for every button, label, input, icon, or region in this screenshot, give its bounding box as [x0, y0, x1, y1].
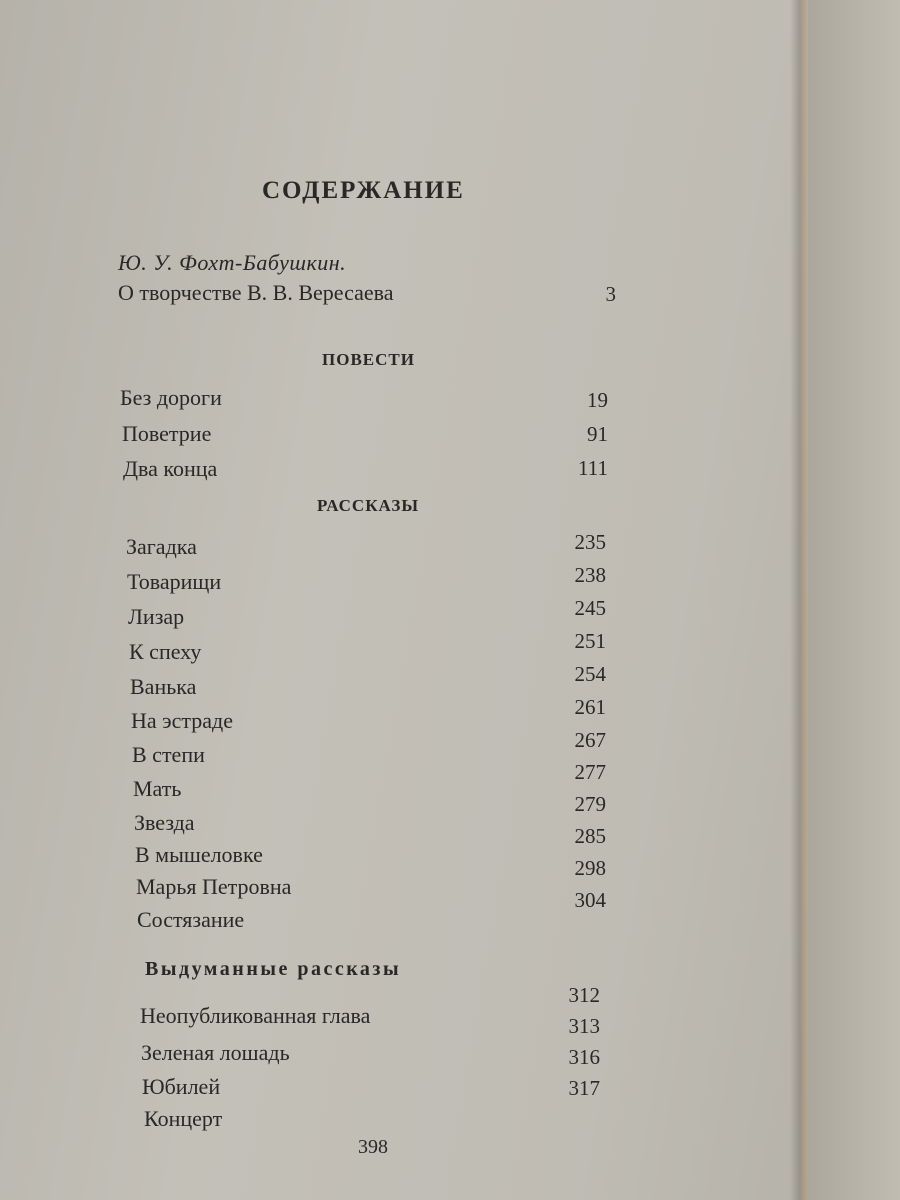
toc-entry-page: 238 — [574, 563, 606, 587]
next-page-edge — [808, 0, 900, 1200]
toc-entry-page: 235 — [574, 530, 606, 554]
toc-entry-page: 304 — [574, 888, 606, 912]
toc-entry-title: Марья Петровна — [136, 874, 292, 899]
toc-entry-page: 279 — [574, 792, 606, 816]
toc-entry-title: Поветрие — [122, 421, 212, 446]
toc-entry-title: Мать — [133, 776, 182, 801]
toc-entry-page: 267 — [574, 728, 606, 752]
toc-entry-page: 91 — [587, 422, 608, 446]
page-folio-number: 398 — [358, 1136, 388, 1158]
toc-entry-page: 313 — [568, 1014, 600, 1038]
toc-entry-title: Юбилей — [142, 1074, 221, 1099]
toc-entry-title: В мышеловке — [135, 842, 263, 867]
toc-entry-title: На эстраде — [131, 708, 233, 733]
toc-entry-title: Лизар — [128, 604, 185, 629]
toc-entry-title: Ванька — [130, 674, 197, 699]
toc-entry-page: 277 — [574, 760, 606, 784]
toc-entry-title: Концерт — [144, 1106, 223, 1131]
toc-entry-page: 261 — [574, 695, 606, 719]
toc-entry-page: 19 — [587, 388, 608, 412]
toc-entry-title: Товарищи — [127, 569, 222, 594]
section-heading-rasskazy: РАССКАЗЫ — [317, 496, 420, 515]
toc-entry-title: К спеху — [129, 639, 202, 664]
intro-page-number: 3 — [605, 282, 616, 306]
section-heading-vydumannye: Выдуманные рассказы — [145, 958, 402, 980]
toc-entry-page: 298 — [574, 856, 606, 880]
intro-author: Ю. У. Фохт-Бабушкин. — [118, 250, 347, 275]
toc-entry-title: Звезда — [134, 810, 195, 835]
toc-entry-page: 251 — [574, 629, 606, 653]
toc-entry-page: 316 — [568, 1045, 600, 1069]
toc-entry-title: Зеленая лошадь — [141, 1040, 290, 1065]
toc-entry-title: В степи — [132, 742, 205, 767]
toc-entry-page: 254 — [574, 662, 606, 686]
toc-entry-title: Два конца — [123, 456, 218, 481]
section-heading-povesti: ПОВЕСТИ — [322, 350, 415, 369]
toc-entry-title: Состязание — [137, 907, 245, 932]
toc-entry-title: Загадка — [126, 534, 197, 559]
toc-entry-title: Без дороги — [120, 385, 222, 410]
toc-entry-title: Неопубликованная глава — [140, 1003, 371, 1028]
toc-entry-page: 317 — [568, 1076, 600, 1100]
toc-entry-page: 312 — [568, 983, 600, 1007]
toc-entry-page: 285 — [574, 824, 606, 848]
toc-entry-page: 245 — [574, 596, 606, 620]
intro-essay-title: О творчестве В. В. Вересаева — [118, 280, 394, 305]
contents-title: СОДЕРЖАНИЕ — [262, 177, 465, 204]
toc-entry-page: 111 — [578, 456, 608, 480]
